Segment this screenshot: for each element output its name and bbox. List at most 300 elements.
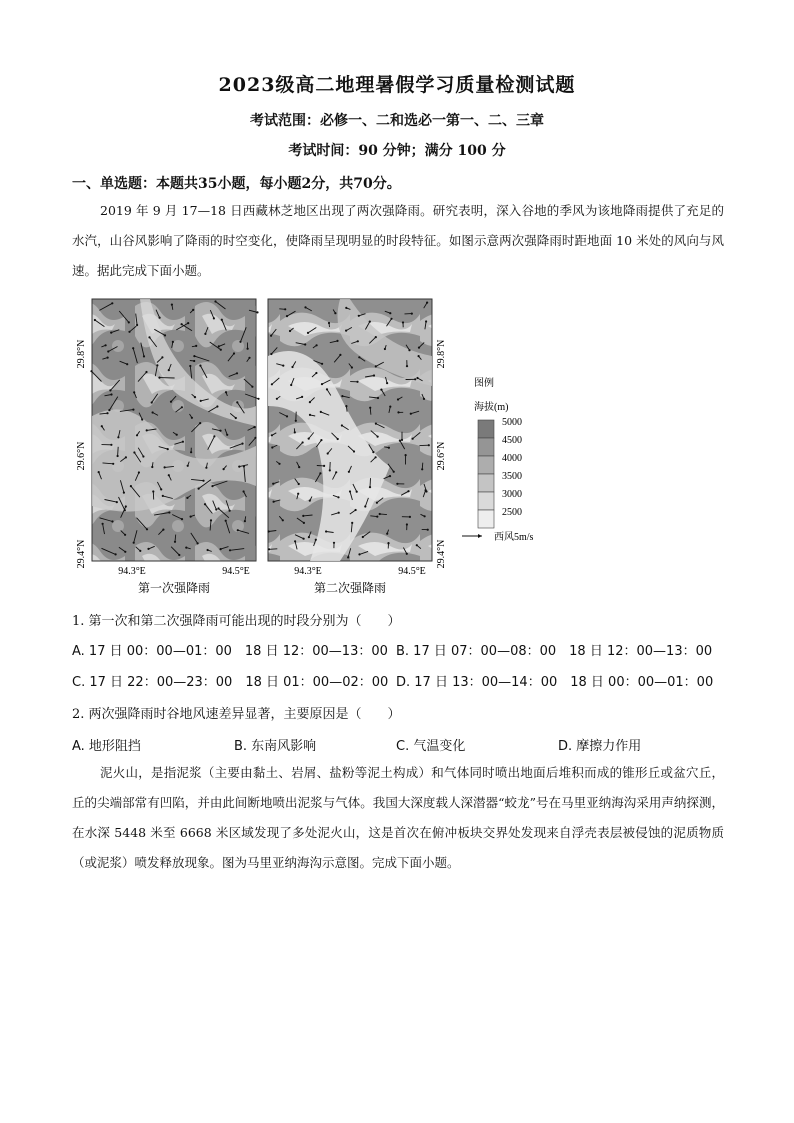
wind-arrow-head <box>156 364 158 366</box>
wind-arrow-head <box>185 547 187 549</box>
wind-arrow-head <box>339 354 341 356</box>
wind-arrow-head <box>410 413 412 415</box>
wind-arrow-head <box>194 396 196 398</box>
wind-arrow-head <box>147 548 149 550</box>
wind-arrow-head <box>217 507 219 509</box>
wind-arrow-head <box>329 469 331 471</box>
wind-arrow-head <box>101 425 103 427</box>
wind-arrow-head <box>353 450 355 452</box>
wind-arrow-head <box>236 372 238 374</box>
wind-arrow-head <box>373 374 375 376</box>
wind-arrow-head <box>111 302 113 304</box>
wind-arrow-head <box>268 530 270 532</box>
wind-arrow-head <box>251 386 253 388</box>
wind-arrow-head <box>186 497 188 499</box>
wind-arrow-head <box>133 391 135 393</box>
q1-option-c[interactable]: C. 17 日 22：00—23：00 18 日 01：00—02：00 <box>72 675 389 690</box>
wind-arrow-head <box>164 466 166 468</box>
wind-arrow-head <box>243 465 245 467</box>
wind-arrow-head <box>282 519 284 521</box>
wind-arrow-head <box>237 529 239 531</box>
wind-arrow-head <box>271 446 273 448</box>
legend-level-label: 4500 <box>502 435 522 446</box>
wind-arrow-head <box>229 549 231 551</box>
wind-arrow-head <box>190 451 192 453</box>
wind-arrow-head <box>282 365 284 367</box>
wind-arrow-head <box>414 378 416 380</box>
wind-arrow-head <box>302 515 304 517</box>
wind-arrow-head <box>376 516 378 518</box>
wind-arrow-head <box>236 401 238 403</box>
wind-arrow-head <box>375 456 377 458</box>
legend-swatch <box>478 456 494 474</box>
wind-arrow-head <box>233 352 235 354</box>
legend-swatch <box>478 474 494 492</box>
wind-arrow-head <box>125 505 127 507</box>
q2-stem: 2. 两次强降雨时谷地风速差异显著，主要原因是（ ） <box>72 707 401 722</box>
wind-arrow-head <box>182 441 184 443</box>
wind-arrow-head <box>181 323 183 325</box>
wind-arrow-head <box>355 509 357 511</box>
wind-arrow-head <box>284 308 286 310</box>
section-heading: 一、单选题：本题共35小题，每小题2分，共70分。 <box>72 176 401 192</box>
wind-arrow-head <box>168 474 170 476</box>
wind-arrow-head <box>146 528 148 530</box>
passage-1: 2019 年 9 月 17—18 日西藏林芝地区出现了两次强降雨。研究表明，深入谷地的季风为该地降雨提供了充足的水汽，山谷风影响了降雨的时空变化，使降雨呈现明显的时段特征。如图示意两次强降雨时距地面 10 米处的风向与风速。据此完成下面小题。 <box>72 203 724 278</box>
wind-arrow-head <box>248 357 250 359</box>
wind-arrow-head <box>337 496 339 498</box>
wind-arrow-head <box>190 516 192 518</box>
wind-arrow-head <box>181 518 183 520</box>
wind-arrow-head <box>309 500 311 502</box>
wind-arrow-head <box>128 321 130 323</box>
legend-title: 图例 <box>474 378 494 389</box>
wind-arrow-head <box>376 502 378 504</box>
wind-arrow-head <box>389 406 391 408</box>
wind-arrow-head <box>369 407 371 409</box>
wind-arrow-head <box>239 341 241 343</box>
wind-arrow-head <box>358 553 360 555</box>
wind-arrow-head <box>388 447 390 449</box>
wind-arrow-head <box>389 312 391 314</box>
wind-arrow-head <box>205 467 207 469</box>
wind-arrow-head <box>302 441 304 443</box>
wind-arrow-head <box>138 471 140 473</box>
wind-arrow-head <box>243 490 245 492</box>
wind-arrow-head <box>375 423 377 425</box>
wind-arrow-head <box>406 365 408 367</box>
wind-scale-label: 西风5m/s <box>494 532 534 543</box>
wind-arrow-head <box>402 321 404 323</box>
wind-arrow-head <box>160 488 162 490</box>
wind-arrow-head <box>328 322 330 324</box>
wind-arrow-head <box>393 471 395 473</box>
wind-arrow-head <box>226 434 228 436</box>
wind-arrow-head <box>213 435 215 437</box>
wind-arrow-head <box>304 306 306 308</box>
wind-arrow-head <box>171 304 173 306</box>
wind-arrow-head <box>107 350 109 352</box>
wind-arrow-head <box>168 369 170 371</box>
wind-arrow-head <box>309 414 311 416</box>
wind-arrow-head <box>210 519 212 521</box>
wind-arrow-head <box>193 360 195 362</box>
wind-arrow-head <box>405 454 407 456</box>
q1-option-d[interactable]: D. 17 日 13：00—14：00 18 日 00：00—01：00 <box>396 675 714 690</box>
lon-label-1a: 94.3°E <box>118 566 146 577</box>
wind-figure <box>70 296 590 606</box>
wind-arrow-head <box>411 313 413 315</box>
wind-arrow-head <box>132 347 134 349</box>
wind-arrow-head <box>334 312 336 314</box>
legend-level-label: 2500 <box>502 507 522 518</box>
wind-arrow-head <box>303 538 305 540</box>
elevation-legend <box>478 417 522 528</box>
wind-arrow-head <box>204 503 206 505</box>
wind-arrow-head <box>214 300 216 302</box>
wind-arrow-head <box>211 485 213 487</box>
wind-arrow-head <box>377 397 379 399</box>
wind-map-svg <box>70 296 590 606</box>
wind-arrow-head <box>170 401 172 403</box>
wind-arrow-head <box>189 365 191 367</box>
lon-label-2a: 94.3°E <box>294 566 322 577</box>
wind-arrow-head <box>320 411 322 413</box>
wind-arrow-head <box>124 534 126 536</box>
wind-arrow-head <box>272 483 274 485</box>
wind-arrow-head <box>278 463 280 465</box>
wind-arrow-head <box>409 516 411 518</box>
wind-arrow-head <box>235 417 237 419</box>
wind-arrow-head <box>168 511 170 513</box>
wind-arrow-head <box>199 422 201 424</box>
wind-arrow-head <box>191 417 193 419</box>
wind-arrow <box>269 549 277 550</box>
wind-arrow-head <box>253 426 255 428</box>
wind-arrow-head <box>125 456 127 458</box>
wind-arrow-head <box>416 544 418 546</box>
wind-arrow-head <box>364 505 366 507</box>
wind-arrow-head <box>102 523 104 525</box>
wind-arrow-head <box>254 437 256 439</box>
wind-arrow-head <box>198 488 200 490</box>
wind-arrow-head <box>315 372 317 374</box>
wind-arrow-head <box>136 434 138 436</box>
wind-arrow-head <box>377 436 379 438</box>
wind-arrow-head <box>401 439 403 441</box>
lat-label-left-top: 29.8°N <box>76 339 87 369</box>
wind-arrow-head <box>387 542 389 544</box>
wind-arrow-head <box>109 389 111 391</box>
wind-arrow-head <box>358 356 360 358</box>
wind-arrow-head <box>218 345 220 347</box>
wind-arrow-head <box>380 389 382 391</box>
wind-arrow-head <box>130 485 132 487</box>
legend-swatch <box>478 438 494 456</box>
exam-time: 考试时间：90 分钟；满分 100 分 <box>288 143 506 159</box>
wind-arrow-head <box>136 324 138 326</box>
wind-arrow-head <box>351 522 353 524</box>
wind-arrow-head <box>146 429 148 431</box>
wind-arrow-head <box>110 444 112 446</box>
wind-arrow-head <box>412 438 414 440</box>
wind-arrow-head <box>151 466 153 468</box>
wind-arrow-head <box>406 523 408 525</box>
wind-arrow-head <box>397 398 399 400</box>
wind-arrow-head <box>345 307 347 309</box>
wind-arrow-head <box>142 455 144 457</box>
wind-arrow-head <box>152 490 154 492</box>
wind-arrow-head <box>117 455 119 457</box>
wind-arrow-head <box>349 490 351 492</box>
wind-arrow-head <box>308 536 310 538</box>
wind-arrow-head <box>325 530 327 532</box>
legend-level-label: 4000 <box>502 453 522 464</box>
wind-arrow-head <box>418 355 420 357</box>
wind-arrow-head <box>289 330 291 332</box>
wind-arrow-head <box>105 344 107 346</box>
wind-arrow-head <box>112 463 114 465</box>
wind-arrow-head <box>384 348 386 350</box>
caption-map-1: 第一次强降雨 <box>137 581 211 595</box>
wind-arrow-head <box>268 548 270 550</box>
wind-arrow-head <box>416 377 418 379</box>
wind-arrow-head <box>425 320 427 322</box>
wind-arrow-head <box>145 371 147 373</box>
wind-arrow-head <box>200 400 202 402</box>
wind-arrow-head <box>244 520 246 522</box>
wind-arrow-head <box>408 349 410 351</box>
lat-label-left-mid: 29.6°N <box>76 441 87 471</box>
wind-arrow-head <box>110 393 112 395</box>
wind-arrow-head <box>396 483 398 485</box>
wind-arrow-head <box>294 431 296 433</box>
wind-arrow-head <box>321 383 323 385</box>
wind-arrow-head <box>425 489 427 491</box>
wind-arrow-head <box>221 319 223 321</box>
wind-arrow-head <box>256 311 258 313</box>
wind-arrow-head <box>90 370 92 372</box>
legend-swatch <box>478 420 494 438</box>
wind-arrow <box>370 478 371 487</box>
wind-arrow-head <box>215 508 217 510</box>
wind-arrow-head <box>341 395 343 397</box>
wind-arrow-head <box>304 343 306 345</box>
wind-arrow-head <box>161 356 163 358</box>
wind-arrow-head <box>116 501 118 503</box>
q2-option-a[interactable]: A. 地形阻挡 <box>72 739 141 754</box>
wind-arrow-head <box>372 451 374 453</box>
wind-arrow-head <box>397 411 399 413</box>
wind-arrow-head <box>308 438 310 440</box>
wind-arrow-head <box>94 319 96 321</box>
wind-arrow-head <box>159 317 161 319</box>
wind-arrow-head <box>106 412 108 414</box>
wind-arrow-head <box>291 366 293 368</box>
wind-arrow-head <box>362 536 364 538</box>
lat-label-right-mid: 29.6°N <box>436 441 447 471</box>
wind-arrow-head <box>286 315 288 317</box>
wind-arrow-head <box>241 443 243 445</box>
wind-arrow-head <box>295 420 297 422</box>
q1-option-b[interactable]: B. 17 日 07：00—08：00 18 日 12：00—13：00 <box>396 644 713 659</box>
wind-arrow-head <box>247 348 249 350</box>
q2-option-d[interactable]: D. 摩擦力作用 <box>558 739 642 754</box>
wind-arrow-head <box>338 512 340 514</box>
wind-arrow-head <box>290 384 292 386</box>
lon-label-2b: 94.5°E <box>398 566 426 577</box>
wind-arrow-head <box>335 471 337 473</box>
wind-arrow-head <box>327 452 329 454</box>
wind-arrow-head <box>351 366 353 368</box>
wind-arrow-head <box>115 553 117 555</box>
wind-arrow-head <box>202 480 204 482</box>
wind-arrow-head <box>270 353 272 355</box>
wind-arrow-head <box>321 363 323 365</box>
wind-arrow-head <box>357 340 359 342</box>
legend-level-label: 3000 <box>502 489 522 500</box>
wind-arrow-head <box>273 501 275 503</box>
caption-map-2: 第二次强降雨 <box>313 581 387 595</box>
wind-arrow <box>118 447 119 456</box>
wind-arrow-head <box>141 418 143 420</box>
wind-arrow-head <box>172 341 174 343</box>
wind-arrow-head <box>316 344 318 346</box>
wind-arrow-head <box>220 349 222 351</box>
wind-arrow-head <box>309 401 311 403</box>
wind-arrow-head <box>298 466 300 468</box>
wind-arrow-head <box>369 321 371 323</box>
wind-arrow-head <box>356 381 358 383</box>
wind-arrow-head <box>341 424 343 426</box>
wind-arrow-head <box>386 382 388 384</box>
q1-stem: 1. 第一次和第二次强降雨可能出现的时段分别为（ ） <box>72 614 401 629</box>
wind-arrow-head <box>98 471 100 473</box>
wind-arrow-head <box>270 335 272 337</box>
wind-arrow-head <box>187 465 189 467</box>
legend-level-label: 5000 <box>502 417 522 428</box>
wind-arrow-head <box>158 377 160 379</box>
wind-arrow-head <box>418 347 420 349</box>
lat-label-right-bot: 29.4°N <box>436 539 447 569</box>
wind-arrow-head <box>298 483 300 485</box>
exam-scope: 考试范围：必修一、二和选必一第一、二、三章 <box>250 113 544 129</box>
legend-unit: 海拔(m) <box>474 402 509 413</box>
wind-arrow-head <box>167 448 169 450</box>
wind-arrow-head <box>315 539 317 541</box>
wind-arrow-head <box>111 520 113 522</box>
lon-label-1b: 94.5°E <box>222 566 250 577</box>
wind-arrow-head <box>139 550 141 552</box>
wind-arrow-head <box>126 363 128 365</box>
q1-option-a[interactable]: A. 17 日 00：00—01：00 18 日 12：00—13：00 <box>72 644 388 659</box>
wind-arrow-head <box>379 513 381 515</box>
wind-arrow-head <box>174 541 176 543</box>
wind-arrow-head <box>128 331 130 333</box>
wind-arrow-head <box>152 411 154 413</box>
wind-arrow-head <box>133 542 135 544</box>
wind-arrow-head <box>326 388 328 390</box>
wind-arrow-head <box>124 551 126 553</box>
wind-arrow-head <box>369 486 371 488</box>
legend-level-label: 3500 <box>502 471 522 482</box>
wind-arrow-head <box>108 409 110 411</box>
wind-arrow-head <box>207 549 209 551</box>
wind-arrow-head <box>421 468 423 470</box>
legend-swatch <box>478 510 494 528</box>
wind-arrow-head <box>294 540 296 542</box>
exam-title: 2023级高二地理暑假学习质量检测试题 <box>218 74 576 96</box>
wind-arrow-head <box>219 430 221 432</box>
wind-arrow-head <box>133 451 135 453</box>
wind-arrow-head <box>333 542 335 544</box>
wind-arrow-head <box>238 466 240 468</box>
wind-arrow-head <box>345 405 347 407</box>
wind-arrow-head <box>225 391 227 393</box>
wind-arrow-head <box>178 554 180 556</box>
wind-arrow-head <box>303 522 305 524</box>
wind-arrow-head <box>423 398 425 400</box>
wind-arrow-head <box>424 515 426 517</box>
wind-arrow-head <box>193 355 195 357</box>
wind-arrow-head <box>195 345 197 347</box>
wind-arrow-head <box>375 336 377 338</box>
wind-arrow-head <box>428 444 430 446</box>
wind-arrow-head <box>197 542 199 544</box>
wind-arrow-head <box>199 365 201 367</box>
wind-arrow-head <box>399 440 401 442</box>
wind-arrow-head <box>337 438 339 440</box>
wind-arrow-head <box>348 471 350 473</box>
wind-arrow-head <box>110 332 112 334</box>
wind-arrow-head <box>132 409 134 411</box>
wind-arrow-head <box>192 309 194 311</box>
wind-arrow-head <box>427 529 429 531</box>
q2-option-c[interactable]: C. 气温变化 <box>396 739 466 754</box>
wind-arrow-head <box>320 439 322 441</box>
wind-arrow-head <box>176 434 178 436</box>
wind-arrow-head <box>271 434 273 436</box>
wind-arrow-head <box>407 490 409 492</box>
wind-arrow-head <box>143 355 145 357</box>
wind-arrow-head <box>390 318 392 320</box>
wind-arrow-head <box>220 548 222 550</box>
wind-arrow-head <box>123 492 125 494</box>
wind-arrow-head <box>345 330 347 332</box>
wind-arrow-head <box>386 533 388 535</box>
wind-arrow-head <box>336 340 338 342</box>
wind-arrow-head <box>148 336 150 338</box>
wind-arrow-head <box>358 315 360 317</box>
wind-arrow-head <box>389 475 391 477</box>
wind-arrow-head <box>187 322 189 324</box>
wind-arrow-head <box>181 406 183 408</box>
wind-arrow-head <box>151 401 153 403</box>
q2-option-b[interactable]: B. 东南风影响 <box>234 739 317 754</box>
lat-label-right-top: 29.8°N <box>436 339 447 369</box>
lat-label-left-bot: 29.4°N <box>76 539 87 569</box>
wind-arrow-head <box>307 332 309 334</box>
wind-arrow-head <box>204 333 206 335</box>
wind-arrow-head <box>276 398 278 400</box>
wind-arrow-head <box>162 529 164 531</box>
wind-arrow-head <box>257 398 259 400</box>
wind-arrow-head <box>375 365 377 367</box>
wind-arrow-head <box>297 493 299 495</box>
wind-arrow-head <box>319 472 321 474</box>
wind-arrow-head <box>216 405 218 407</box>
wind-arrow-head <box>223 468 225 470</box>
